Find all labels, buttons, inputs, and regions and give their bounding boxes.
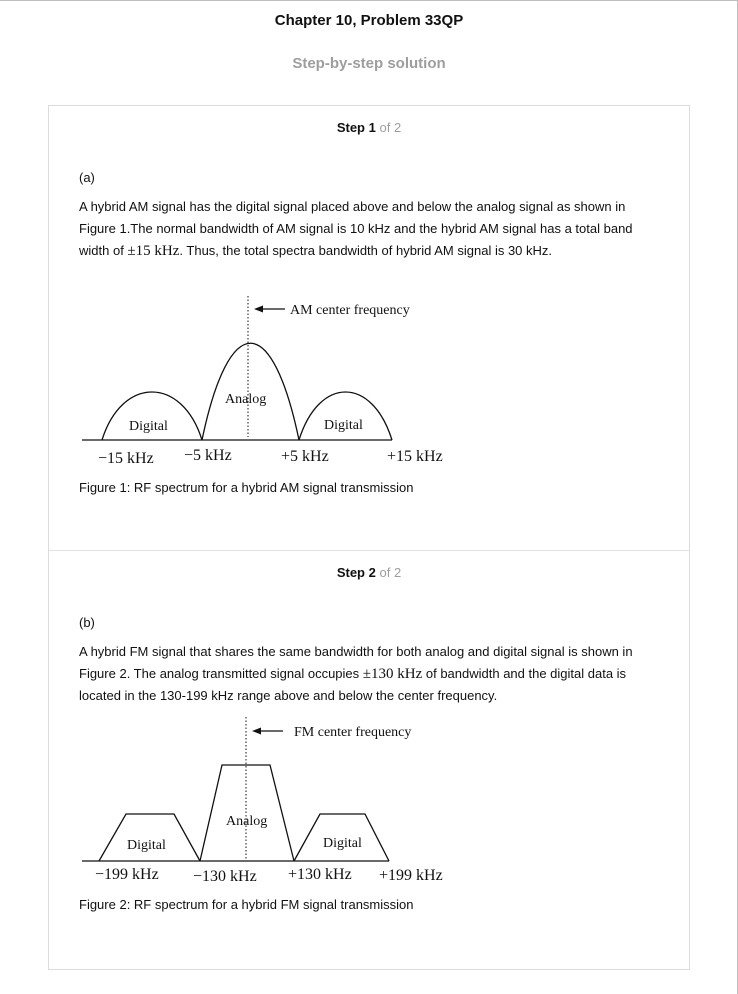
tick-label: −15 kHz [98, 450, 154, 467]
paragraph-text: of bandwidth and the digital data is located in the 130-199 kHz range above and below the center frequency. [79, 666, 627, 703]
arrow-head-icon [252, 728, 261, 735]
digital-label: Digital [129, 419, 168, 434]
paragraph-text: A hybrid AM signal has the digital signal placed above and below the analog signal as shown in Figure 1.The normal bandwidth of AM signal is 10 kHz and the hybrid AM signal has a total band width of [79, 199, 633, 258]
analog-label: Analog [225, 392, 267, 407]
tick-label: +130 kHz [288, 866, 352, 883]
step-paragraph [79, 641, 664, 707]
paragraph-text: . Thus, the total spectra bandwidth of hybrid AM signal is 30 kHz. [179, 243, 553, 258]
tick-label: −199 kHz [95, 866, 159, 883]
paragraph-text: A hybrid FM signal that shares the same bandwidth for both analog and digital signal is shown in Figure 2. The analog transmitted signal occupies [79, 644, 633, 681]
digital-label: Digital [324, 418, 363, 433]
step-paragraph [79, 196, 664, 262]
page-subtitle: Step-by-step solution [292, 55, 446, 72]
math-expression: ±15 kHz [127, 243, 180, 259]
page-title: Chapter 10, Problem 33QP [274, 12, 464, 29]
tick-label: +15 kHz [387, 448, 443, 465]
analog-band [200, 765, 294, 861]
math-expression: ±130 kHz [362, 666, 423, 682]
analog-label: Analog [226, 814, 268, 829]
fm-spectrum-figure [79, 711, 499, 891]
tick-label: −5 kHz [184, 447, 232, 464]
step-number: 1 [368, 120, 376, 135]
tick-label: −130 kHz [193, 868, 257, 885]
digital-label: Digital [127, 838, 166, 853]
step-word: Step [336, 120, 365, 135]
step-heading [49, 120, 689, 135]
step-total: of 2 [379, 565, 402, 580]
center-frequency-label: AM center frequency [290, 303, 410, 318]
figure-caption: Figure 1: RF spectrum for a hybrid AM signal transmission [79, 480, 414, 495]
step-total: of 2 [379, 120, 402, 135]
page-frame-top [0, 0, 737, 1]
part-label: (b) [79, 615, 95, 630]
digital-label: Digital [323, 836, 362, 851]
arrow-head-icon [254, 306, 263, 313]
tick-label: +5 kHz [281, 448, 329, 465]
tick-label: +199 kHz [379, 867, 443, 884]
step-heading [49, 565, 689, 580]
part-label: (a) [79, 170, 95, 185]
center-frequency-label: FM center frequency [294, 725, 412, 740]
am-spectrum-figure [79, 291, 499, 476]
step-card-2 [48, 550, 690, 970]
step-card-1 [48, 105, 690, 551]
figure-caption: Figure 2: RF spectrum for a hybrid FM signal transmission [79, 897, 414, 912]
step-number: 2 [368, 565, 376, 580]
step-word: Step [336, 565, 365, 580]
